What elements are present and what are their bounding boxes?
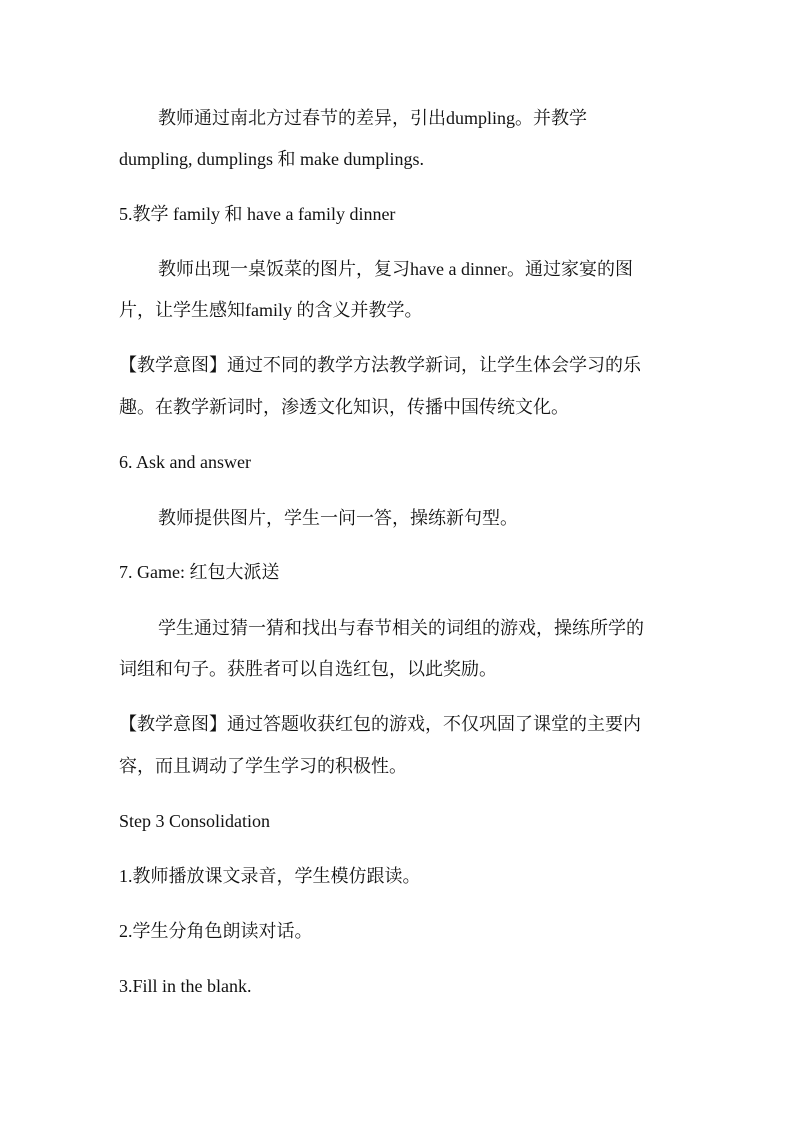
step-heading: Step 3 Consolidation [119, 811, 271, 831]
list-item: 1.教师播放课文录音，学生模仿跟读。 [119, 866, 421, 886]
section-heading-5: 5.教学 family 和 have a family dinner [119, 204, 396, 224]
list-item: 3.Fill in the blank. [119, 976, 252, 996]
paragraph-line: 片，让学生感知family 的含义并教学。 [119, 300, 423, 320]
paragraph-line: dumpling, dumplings 和 make dumplings. [119, 149, 424, 169]
teaching-intent-note-continued: 容，而且调动了学生学习的积极性。 [119, 756, 407, 776]
paragraph-line: 学生通过猜一猜和找出与春节相关的词组的游戏，操练所学的 [158, 618, 644, 638]
teaching-intent-note: 【教学意图】通过不同的教学方法教学新词，让学生体会学习的乐 [119, 355, 641, 375]
paragraph-line: 教师通过南北方过春节的差异，引出dumpling。并教学 [158, 108, 588, 128]
teaching-intent-note: 【教学意图】通过答题收获红包的游戏，不仅巩固了课堂的主要内 [119, 714, 641, 734]
teaching-intent-note-continued: 趣。在教学新词时，渗透文化知识，传播中国传统文化。 [119, 397, 569, 417]
paragraph-line: 教师提供图片，学生一问一答，操练新句型。 [158, 508, 518, 528]
section-heading-7: 7. Game: 红包大派送 [119, 562, 280, 582]
paragraph-line: 词组和句子。获胜者可以自选红包，以此奖励。 [119, 659, 497, 679]
section-heading-6: 6. Ask and answer [119, 452, 251, 472]
list-item: 2.学生分角色朗读对话。 [119, 921, 313, 941]
paragraph-line: 教师出现一桌饭菜的图片，复习have a dinner。通过家宴的图 [158, 259, 633, 279]
